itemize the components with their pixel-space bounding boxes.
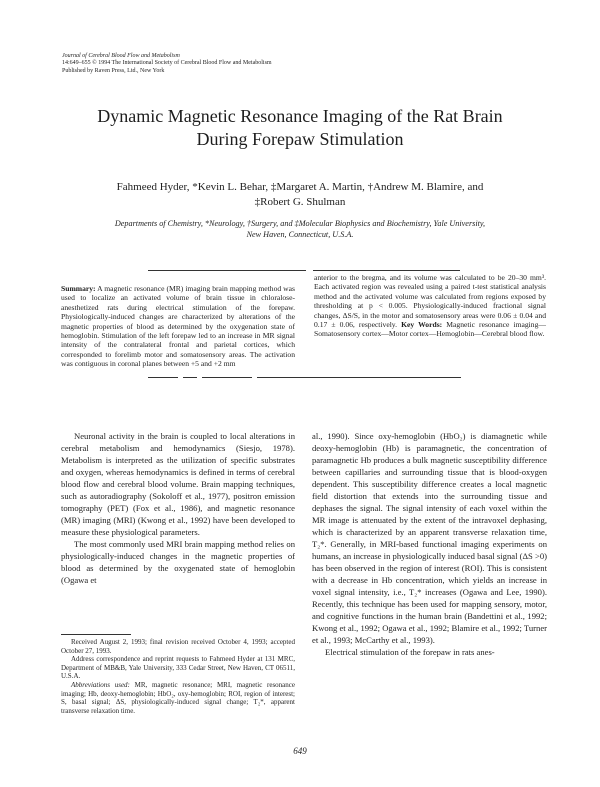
body-left-column [61,430,295,586]
abbreviations-label: Abbreviations used: [71,680,130,689]
affiliation-line-2: New Haven, Connecticut, U.S.A. [246,229,354,239]
page-number: 649 [293,746,307,756]
abstract-text-right: anterior to the bregma, and its volume was calculated to be 20–30 mm³. Each activated region was revealed using a paired t-test statistical analysis method and the activated volume was calculated from regions exposed by thresholding at p < 0.005. Physiologically-induced fractional signal changes, ΔS/S, in the motor and somatosensory areas were 0.06 ± 0.04 and 0.17 ± 0.06, respectively. [314,273,546,330]
footnote-received: Received August 2, 1993; final revision received October 4, 1993; accepted October 27, 1993. [61,638,295,655]
affiliation-line-1: Departments of Chemistry, *Neurology, †Surgery, and ‡Molecular Biophysics and Biochemistry, Yale University, [114,219,486,228]
body-paragraph: al., 1990). Since oxy-hemoglobin (HbO₂) is diamagnetic while deoxy-hemoglobin (Hb) is paramagnetic, the concentration of paramagnetic Hb produces a bulk magnetic susceptibility difference between capillaries and surrounding tissue that is blood-oxygen dependent. This susceptibility difference creates a local magnetic field distortion that extends into the surrounding tissue and dephases the signal. The signal intensity of each voxel within the MR image is attenuated by the extent of the intravoxel dephasing, which is characterized by an apparent transverse relaxation time, T₂*. Generally, in MRI-based functional imaging experiments on humans, an increase in physiologically induced basal signal (ΔS >0) has been observed in the region of interest (ROI). This is consistent with a decrease in Hb concentration, which yields an increase in voxel signal intensity, i.e., T₂* increases (Ogawa and Lee, 1990). Recently, this technique has been used for mapping sensory, motor, and cognitive functions in the human brain (Bandettini et al., 1992; Kwong et al., 1992; Ogawa et al., 1992; Blamire et al., 1992; Turner et al., 1993; McCarthy et al., 1993). [312,431,547,645]
abstract-text-left: A magnetic resonance (MR) imaging brain mapping method was used to localize an activated volume of brain tissue in chloralose-anesthetized rats during electrical stimulation of the forepaw. Physiologically-induced changes are characterized by alterations of the magnetic properties of blood as determined by the oxygenation state of hemoglobin. Stimulation of the left forepaw led to an increase in MR signal intensity of the contralateral frontal and parietal cortices, which corresponded to forelimb motor and somatosensory areas. The activation was contiguous in coronal planes between +5 and +2 mm [61,284,295,369]
keywords-label: Key Words: [401,320,443,330]
body-right-column [312,430,547,658]
body-paragraph: Neuronal activity in the brain is coupled to local alterations in cerebral metabolism and hemodynamics (Siesjo, 1978). Metabolism is interpreted as the utilization of specific substrates and oxygen, whereas hemodynamics is defined in terms of cerebral blood flow and cerebral blood volume. Brain mapping techniques, such as autoradiography (Sokoloff et al., 1977), positron emission tomography (PET) (Fox et al., 1986), and magnetic resonance (MR) imaging (MRI) (Kwong et al., 1992) have been developed to measure these physiological parameters. [61,431,295,537]
footnotes [61,638,295,715]
paper-title [40,105,560,151]
footnote-address: Address correspondence and reprint requests to Fahmeed Hyder at 131 MRC, Department of MB&B, Yale University, 333 Cedar Street, New Haven, CT 06511, U.S.A. [61,655,295,681]
abstract-top-rule-right [313,270,460,271]
keywords-text: Magnetic resonance imaging—Somatosensory cortex—Motor cortex—Hemoglobin—Cerebral blood flow. [314,320,546,339]
journal-publisher: Published by Raven Press, Ltd., New York [62,67,165,74]
title-line-2: During Forepaw Stimulation [196,129,404,149]
abstract-top-rule-left [148,270,306,271]
journal-name: Journal of Cerebral Blood Flow and Metabolism [62,53,180,59]
body-paragraph: Electrical stimulation of the forepaw in rats anes- [325,647,495,657]
affiliations [50,219,550,240]
abstract-bottom-rule-3 [202,377,252,378]
abstract-bottom-rule-4 [257,377,461,378]
author-list [40,180,560,210]
abstract-bottom-rule-2 [183,377,197,378]
authors-line-2: ‡Robert G. Shulman [254,196,346,208]
summary-label: Summary: [61,284,96,293]
footnote-rule [61,634,131,635]
authors-line-1: Fahmeed Hyder, *Kevin L. Behar, ‡Margaret A. Martin, †Andrew M. Blamire, and [116,181,484,193]
abstract-left-column [61,284,295,369]
body-paragraph: The most commonly used MRI brain mapping method relies on physiologically-induced changes in the magnetic properties of blood as determined by the oxygenated state of hemoglobin (Ogawa et [61,539,295,585]
journal-citation: 14:649–655 © 1994 The International Society of Cerebral Blood Flow and Metabolism [62,60,272,67]
journal-header [62,53,272,75]
footnote-abbreviations [61,681,295,715]
abstract-bottom-rule-1 [148,377,178,378]
abstract-right-column [314,273,546,339]
title-line-1: Dynamic Magnetic Resonance Imaging of the Rat Brain [97,106,503,126]
abbreviations-text: MR, magnetic resonance; MRI, magnetic resonance imaging; Hb, deoxy-hemoglobin; HbO₂, oxy-hemoglobin; ROI, region of interest; S, basal signal; ΔS, physiologically-induced signal change; T₂*, apparent transverse relaxation time. [61,680,295,715]
